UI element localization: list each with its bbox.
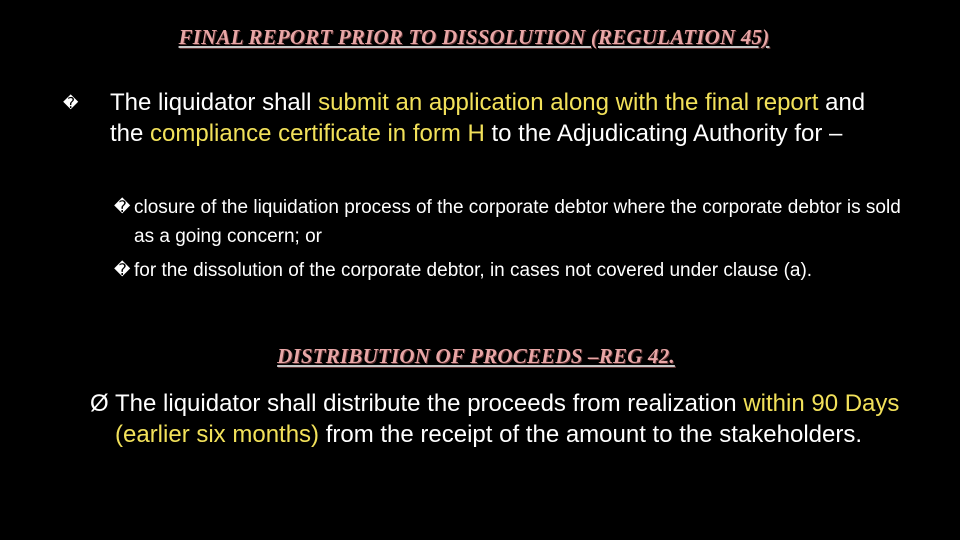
paragraph-text: from the receipt of the amount to the stakeholders. — [319, 421, 863, 448]
paragraph-text: The liquidator shall distribute the proceeds from realization — [115, 390, 744, 417]
sub-item-closure — [114, 193, 914, 251]
arrow-bullet-icon: Ø — [90, 390, 109, 417]
sub-bullet-icon: � — [114, 199, 131, 216]
paragraph-text: to the Adjudicating Authority for – — [484, 120, 843, 147]
highlight-text: within 90 Days (earlier six months) — [115, 390, 900, 448]
paragraph-text: The liquidator shall — [110, 89, 319, 116]
sub-item-dissolution — [114, 256, 914, 285]
highlight-text: compliance certificate in form H — [150, 120, 485, 147]
sub-bullet-icon: � — [114, 262, 131, 279]
distribution-paragraph — [115, 388, 935, 450]
section-heading-final-report: FINAL REPORT PRIOR TO DISSOLUTION (REGULATION 45) — [178, 25, 770, 49]
section-heading-distribution: DISTRIBUTION OF PROCEEDS –REG 42. — [277, 344, 675, 368]
highlight-text: submit an application along with the final report — [318, 89, 819, 116]
bullet-icon: � — [63, 95, 79, 112]
sub-item-text: closure of the liquidation process of the corporate debtor where the corporate debtor is sold as a going concern; or — [134, 197, 901, 247]
sub-item-text: for the dissolution of the corporate debtor, in cases not covered under clause (a). — [134, 260, 813, 281]
final-report-paragraph — [110, 87, 870, 149]
paragraph-text: and the — [110, 89, 866, 147]
